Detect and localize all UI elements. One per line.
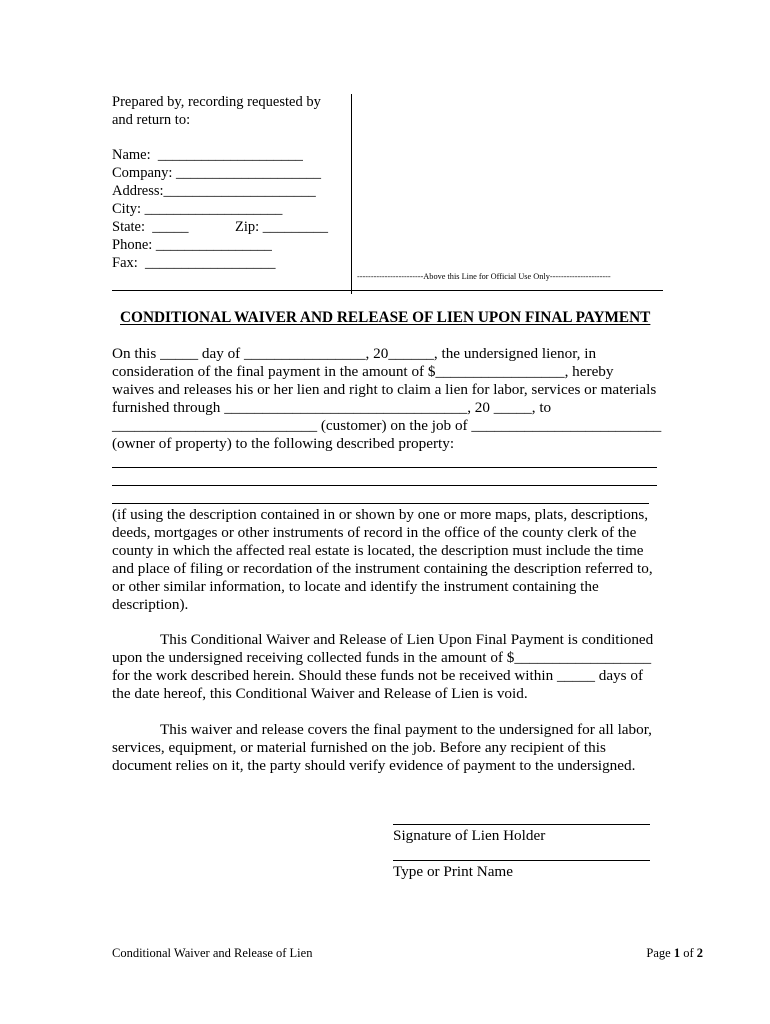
para2-line-4: and place of filing or recordation of the instrument containing the description referred to,	[112, 560, 653, 577]
return-to-line: and return to:	[112, 112, 191, 128]
print-name-line[interactable]	[393, 860, 650, 861]
para3-line-2: upon the undersigned receiving collected funds in the amount of $__________________	[112, 649, 652, 666]
document-title: CONDITIONAL WAIVER AND RELEASE OF LIEN UPON FINAL PAYMENT	[120, 309, 651, 326]
state-field[interactable]: State: _____	[112, 219, 189, 235]
print-name-label: Type or Print Name	[393, 863, 513, 880]
prepared-by-line: Prepared by, recording requested by	[112, 94, 321, 110]
city-field[interactable]: City: ___________________	[112, 201, 283, 217]
para1-line-6: (owner of property) to the following described property:	[112, 435, 455, 452]
para3-line-1: This Conditional Waiver and Release of Lien Upon Final Payment is conditioned	[160, 631, 654, 648]
para4-line-2: services, equipment, or material furnished on the job. Before any recipient of this	[112, 739, 606, 756]
property-description-line-1[interactable]	[112, 467, 657, 468]
para1-line-1: On this _____ day of ________________, 20______, the undersigned lienor, in	[112, 345, 597, 362]
page-prefix: Page	[646, 946, 674, 960]
para4-line-1: This waiver and release covers the final payment to the undersigned for all labor,	[160, 721, 652, 738]
para3-line-4: the date hereof, this Conditional Waiver and Release of Lien is void.	[112, 685, 528, 702]
signature-line[interactable]	[393, 824, 650, 825]
phone-field[interactable]: Phone: ________________	[112, 237, 272, 253]
para2-line-3: county in which the affected real estate is located, the description must include the time	[112, 542, 644, 559]
company-field[interactable]: Company: ____________________	[112, 165, 322, 181]
para1-line-2: consideration of the final payment in the amount of $_________________, hereby	[112, 363, 614, 380]
para2-line-1: (if using the description contained in or shown by one or more maps, plats, descriptions,	[112, 506, 649, 523]
header-divider-vertical	[351, 94, 352, 294]
para3-line-3: for the work described herein. Should these funds not be received within _____ days of	[112, 667, 644, 684]
fax-field[interactable]: Fax: __________________	[112, 255, 276, 271]
signature-label: Signature of Lien Holder	[393, 827, 546, 844]
page-number	[646, 946, 703, 961]
official-use-label: ------------------------Above this Line for Official Use Only----------------------	[357, 272, 611, 281]
para2-line-5: or other similar information, to locate and identify the instrument containing the	[112, 578, 599, 595]
address-field[interactable]: Address:_____________________	[112, 183, 316, 199]
para1-line-4: furnished through ________________________________, 20 _____, to	[112, 399, 552, 416]
para1-line-3: waives and releases his or her lien and right to claim a lien for labor, services or materials	[112, 381, 657, 398]
para4-line-3: document relies on it, the party should verify evidence of payment to the undersigned.	[112, 757, 636, 774]
name-field[interactable]: Name: ____________________	[112, 147, 303, 163]
para2-line-6: description).	[112, 596, 189, 613]
page-current: 1	[673, 946, 681, 960]
zip-field[interactable]: Zip: _________	[235, 219, 329, 235]
page-total: 2	[696, 946, 703, 960]
footer-title: Conditional Waiver and Release of Lien	[112, 946, 313, 960]
para1-line-5: ___________________________ (customer) on the job of _________________________	[112, 417, 662, 434]
property-description-line-2[interactable]	[112, 485, 657, 486]
property-description-line-3[interactable]	[112, 503, 649, 504]
header-divider-horizontal	[112, 290, 663, 291]
para2-line-2: deeds, mortgages or other instruments of record in the office of the county clerk of the	[112, 524, 637, 541]
page-of: of	[680, 946, 697, 960]
